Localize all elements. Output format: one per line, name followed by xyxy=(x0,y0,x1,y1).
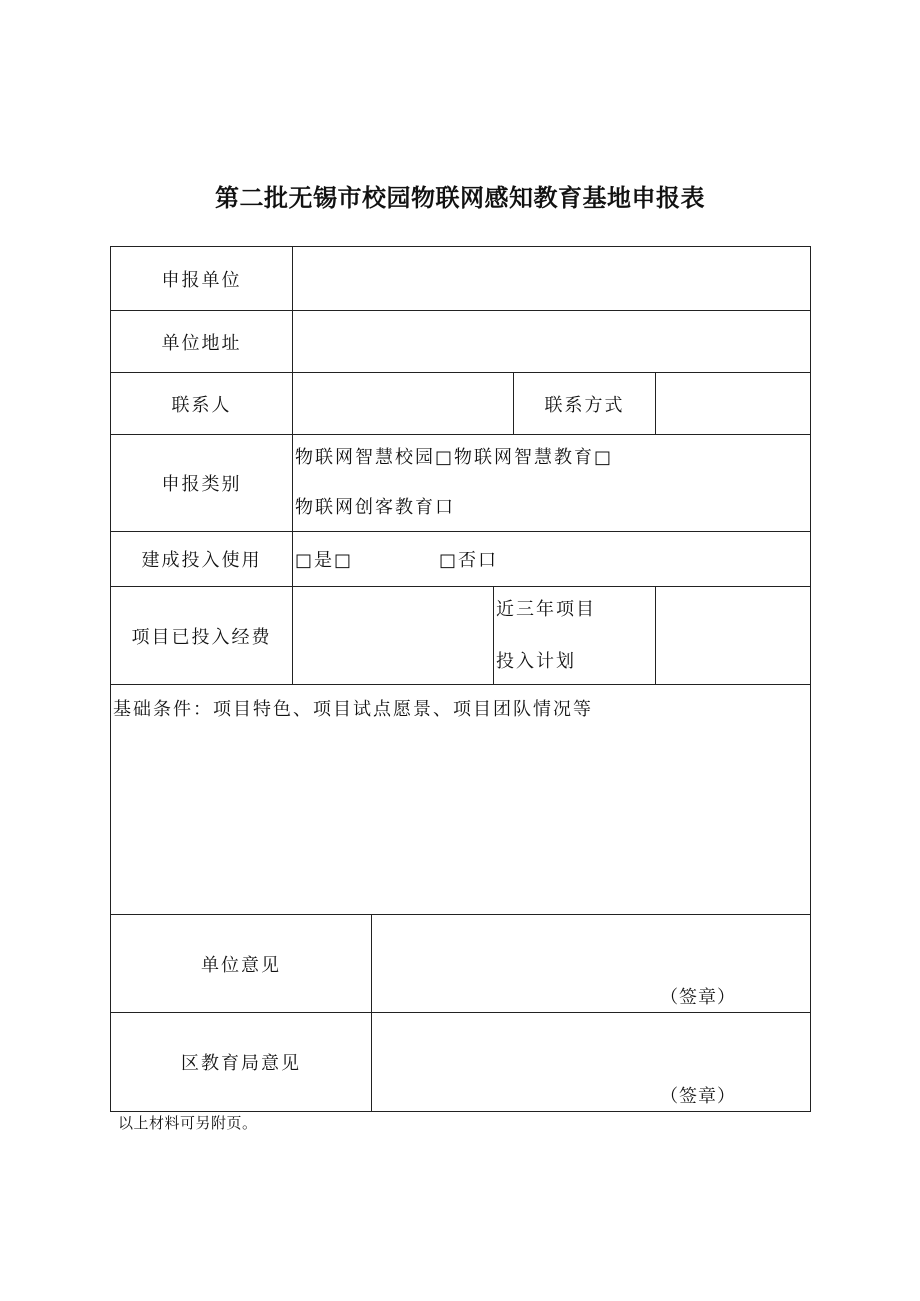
row-funding xyxy=(111,587,811,685)
district-opinion-field[interactable] xyxy=(372,1013,811,1112)
row-applicant-unit xyxy=(111,247,811,311)
three-year-plan-field[interactable] xyxy=(656,587,811,685)
row-basic-conditions xyxy=(111,685,811,915)
row-unit-opinion xyxy=(111,915,811,1013)
applicant-unit-label: 申报单位 xyxy=(111,247,293,311)
row-in-use xyxy=(111,532,811,587)
row-unit-address xyxy=(111,311,811,373)
in-use-options xyxy=(293,532,811,587)
in-use-label: 建成投入使用 xyxy=(111,532,293,587)
footnote: 以上材料可另附页。 xyxy=(118,1114,258,1132)
page-title: 第二批无锡市校园物联网感知教育基地申报表 xyxy=(215,184,705,212)
unit-opinion-seal: （签章） xyxy=(660,987,737,1008)
basic-conditions-field[interactable] xyxy=(111,685,811,915)
funding-label: 项目已投入经费 xyxy=(111,587,293,685)
unit-address-field[interactable] xyxy=(293,311,811,373)
unit-address-label: 单位地址 xyxy=(111,311,293,373)
row-contact xyxy=(111,373,811,435)
three-year-plan-line-1: 近三年项目 xyxy=(496,598,596,620)
row-district-opinion xyxy=(111,1013,811,1112)
unit-opinion-label: 单位意见 xyxy=(111,915,372,1013)
in-use-no-checkbox[interactable]: □否口 xyxy=(439,550,499,571)
unit-opinion-field[interactable] xyxy=(372,915,811,1013)
in-use-yes-checkbox[interactable]: □是□ xyxy=(295,550,354,571)
district-opinion-seal: （签章） xyxy=(660,1086,737,1107)
funding-field[interactable] xyxy=(293,587,494,685)
row-category xyxy=(111,435,811,532)
district-opinion-label: 区教育局意见 xyxy=(111,1013,372,1112)
category-option-line-2[interactable]: 物联网创客教育口 xyxy=(295,497,455,518)
contact-person-label: 联系人 xyxy=(111,373,293,435)
three-year-plan-label xyxy=(494,587,656,685)
contact-method-label: 联系方式 xyxy=(514,373,656,435)
contact-person-field[interactable] xyxy=(293,373,514,435)
applicant-unit-field[interactable] xyxy=(293,247,811,311)
three-year-plan-line-2: 投入计划 xyxy=(496,650,576,672)
category-label: 申报类别 xyxy=(111,435,293,532)
application-form-table xyxy=(110,246,811,1112)
contact-method-field[interactable] xyxy=(656,373,811,435)
category-option-line-1[interactable]: 物联网智慧校园□物联网智慧教育□ xyxy=(295,447,614,468)
category-options xyxy=(293,435,811,532)
basic-conditions-label: 基础条件：项目特色、项目试点愿景、项目团队情况等 xyxy=(113,699,593,720)
